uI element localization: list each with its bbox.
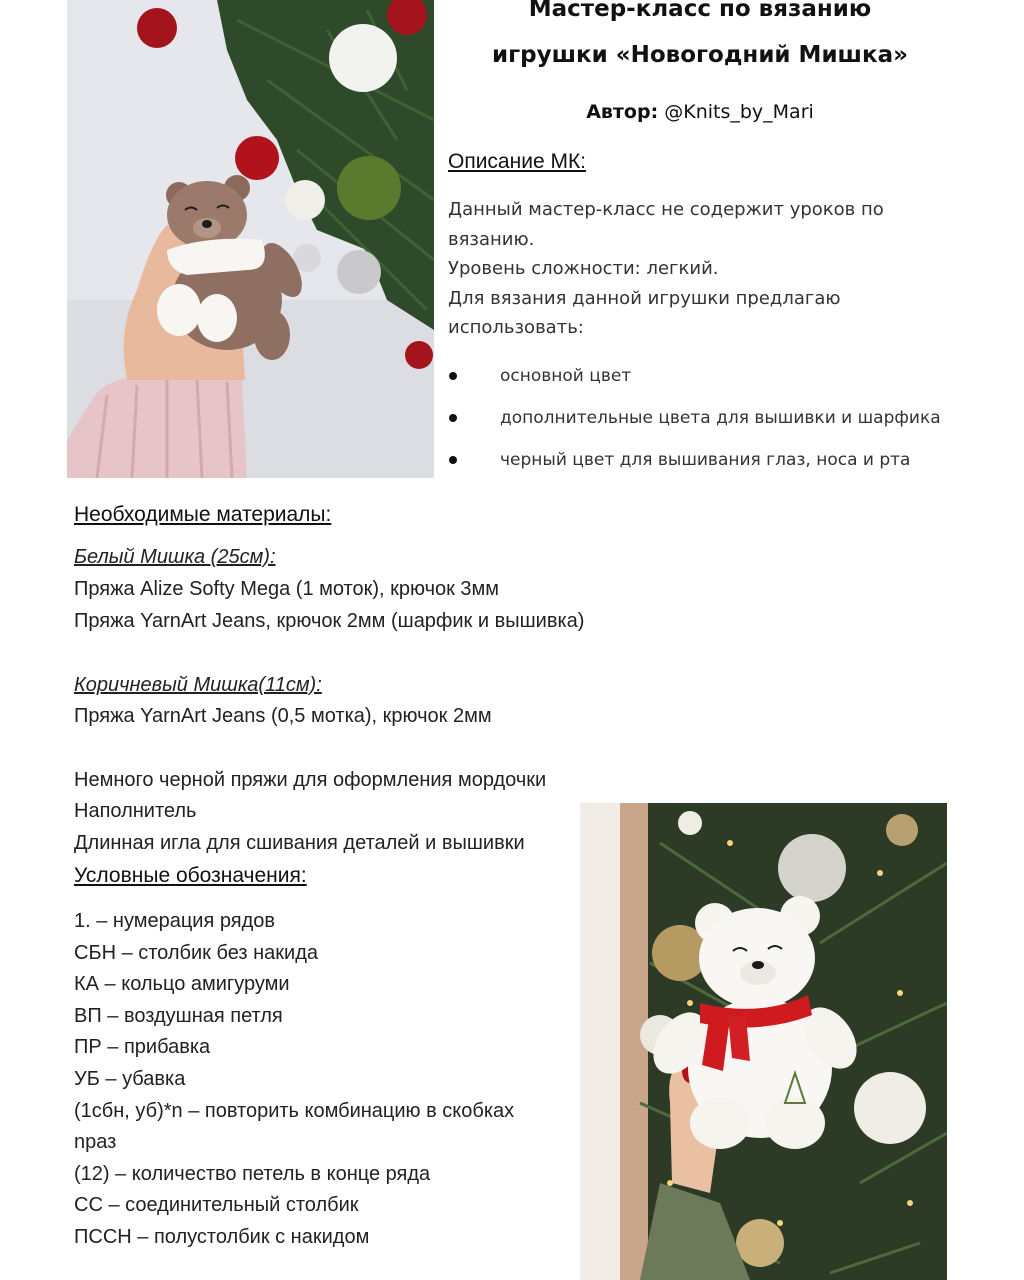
brown-bear-photo <box>67 0 434 478</box>
legend-item: КА – кольцо амигуруми <box>74 973 290 996</box>
legend-item: УБ – убавка <box>74 1067 186 1090</box>
brown-bear-subheading: Коричневый Мишка(11см): <box>74 674 322 696</box>
bullet-item <box>448 360 941 402</box>
color-bullet-list <box>448 360 941 486</box>
description-line: Уровень сложности: легкий. <box>448 258 719 279</box>
extra-material-line: Немного черной пряжи для оформления мордочки <box>74 769 547 791</box>
description-line: использовать: <box>448 317 584 338</box>
legend-item: 1. – нумерация рядов <box>74 910 276 932</box>
brown-bear-material-line: Пряжа YarnArt Jeans (0,5 мотка), крючок 2мм <box>74 705 492 727</box>
description-heading: Описание МК: <box>448 150 587 173</box>
legend-list <box>74 906 514 1254</box>
extra-material-line: Наполнитель <box>74 800 197 822</box>
legend-item: СБН – столбик без накида <box>74 941 318 964</box>
bullet-text: основной цвет <box>500 366 632 386</box>
legend-item: ПССН – полустолбик с накидом <box>74 1225 370 1248</box>
title-line-2: игрушки «Новогодний Мишка» <box>492 42 908 68</box>
bullet-item <box>448 402 941 444</box>
legend-item: СС – соединительный столбик <box>74 1194 359 1217</box>
title-line-1: Мастер-класс по вязанию <box>528 0 872 22</box>
bullet-dot-icon <box>449 414 457 422</box>
legend-item: (12) – количество петель в конце ряда <box>74 1162 431 1185</box>
bullet-text: черный цвет для вышивания глаз, носа и рта <box>500 450 911 470</box>
white-bear-material-line: Пряжа Alize Softy Mega (1 моток), крючок 3мм <box>74 578 500 600</box>
white-bear-subheading: Белый Мишка (25см): <box>74 546 276 568</box>
legend-item: (1сбн, уб)*n – повторить комбинацию в скобках <box>74 1099 515 1122</box>
author-line <box>440 101 960 123</box>
author-label: Автор: <box>586 101 659 123</box>
description-line: вязанию. <box>448 228 535 250</box>
legend-item: nраз <box>74 1131 117 1154</box>
description-line: Для вязания данной игрушки предлагаю <box>448 287 841 309</box>
author-handle: @Knits_by_Mari <box>664 101 814 123</box>
description-line: Данный мастер-класс не содержит уроков по <box>448 199 884 220</box>
legend-item: ВП – воздушная петля <box>74 1004 283 1027</box>
white-bear-material-line: Пряжа YarnArt Jeans, крючок 2мм (шарфик и вышивка) <box>74 610 585 632</box>
bullet-text: дополнительные цвета для вышивки и шарфика <box>500 408 941 428</box>
extra-material-line: Длинная игла для сшивания деталей и вышивки <box>74 832 525 854</box>
bullet-dot-icon <box>449 372 457 380</box>
description-text <box>448 195 918 343</box>
legend-item: ПР – прибавка <box>74 1036 211 1059</box>
white-bear-photo <box>580 803 947 1280</box>
legend-heading: Условные обозначения: <box>74 864 307 887</box>
materials-heading: Необходимые материалы: <box>74 503 332 526</box>
bullet-item <box>448 444 941 486</box>
bullet-dot-icon <box>449 456 457 464</box>
